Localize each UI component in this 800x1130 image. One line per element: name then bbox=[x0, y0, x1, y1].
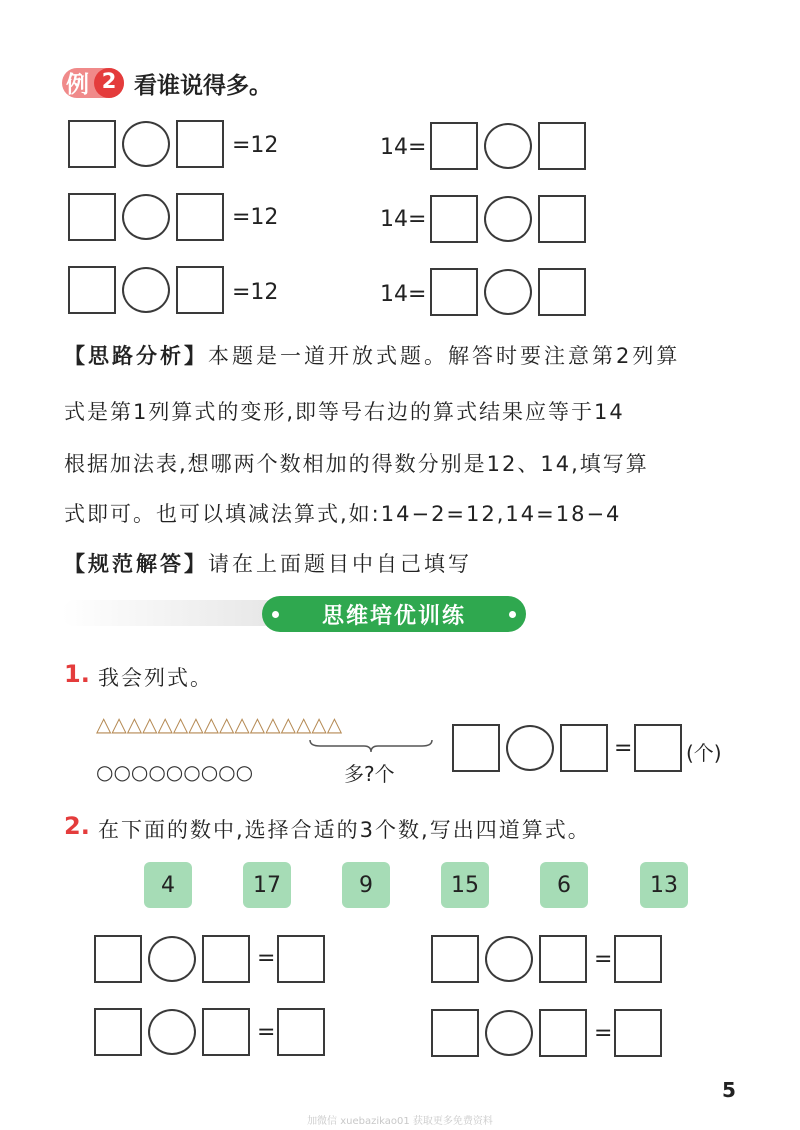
equation-lhs: 14= bbox=[380, 207, 427, 232]
equation-result: =12 bbox=[232, 133, 279, 158]
answer-box[interactable] bbox=[94, 935, 142, 983]
number-tile-value: 4 bbox=[161, 872, 175, 898]
answer-box[interactable] bbox=[538, 195, 586, 243]
operator-circle[interactable] bbox=[122, 121, 170, 167]
answer-box[interactable] bbox=[68, 266, 116, 314]
analysis-label: 【思路分析】 bbox=[64, 344, 208, 368]
equals-sign: = bbox=[257, 946, 276, 971]
answer-box[interactable] bbox=[68, 120, 116, 168]
brace bbox=[308, 738, 434, 754]
operator-circle[interactable] bbox=[122, 194, 170, 240]
section-banner-fade bbox=[62, 600, 282, 626]
banner-dot-left bbox=[272, 611, 279, 618]
answer-box[interactable] bbox=[538, 268, 586, 316]
example-badge-number: 2 bbox=[101, 69, 117, 93]
analysis-line-4 bbox=[64, 498, 621, 528]
answer-box[interactable] bbox=[430, 195, 478, 243]
answer-box[interactable] bbox=[431, 1009, 479, 1057]
question-2-text: 在下面的数中,选择合适的3个数,写出四道算式。 bbox=[98, 818, 591, 842]
number-tile-value: 17 bbox=[253, 872, 281, 898]
equals-sign: = bbox=[257, 1020, 276, 1045]
analysis-line-3 bbox=[64, 448, 649, 478]
answer-box[interactable] bbox=[430, 122, 478, 170]
answer-box[interactable] bbox=[539, 1009, 587, 1057]
answer-box[interactable] bbox=[94, 1008, 142, 1056]
equation-result: =12 bbox=[232, 280, 279, 305]
answer-box[interactable] bbox=[277, 1008, 325, 1056]
question-1-number: 1. bbox=[64, 660, 90, 688]
analysis-text: 式是第1列算式的变形,即等号右边的算式结果应等于14 bbox=[64, 400, 625, 424]
equation-result: =12 bbox=[232, 205, 279, 230]
answer-box[interactable] bbox=[452, 724, 500, 772]
standard-answer-line bbox=[64, 548, 472, 578]
answer-box[interactable] bbox=[68, 193, 116, 241]
analysis-text: 本题是一道开放式题。解答时要注意第2列算 bbox=[208, 344, 681, 368]
operator-circle[interactable] bbox=[122, 267, 170, 313]
answer-box[interactable] bbox=[176, 193, 224, 241]
triangle-row: △△△△△△△△△△△△△△△△ bbox=[96, 712, 343, 736]
equals-sign: = bbox=[594, 1021, 613, 1046]
number-tile[interactable] bbox=[540, 862, 588, 908]
equation-lhs: 14= bbox=[380, 135, 427, 160]
analysis-text: 根据加法表,想哪两个数相加的得数分别是12、14,填写算 bbox=[64, 452, 649, 476]
answer-box[interactable] bbox=[539, 935, 587, 983]
footer-watermark: 加微信 xuebazikao01 获取更多免费资料 bbox=[307, 1116, 493, 1127]
operator-circle[interactable] bbox=[148, 936, 196, 982]
number-tile[interactable] bbox=[342, 862, 390, 908]
example-badge-char: 例 bbox=[66, 72, 89, 98]
number-tile[interactable] bbox=[441, 862, 489, 908]
section-banner bbox=[262, 596, 526, 632]
page-number: 5 bbox=[722, 1078, 736, 1102]
analysis-line-2 bbox=[64, 396, 625, 426]
operator-circle[interactable] bbox=[506, 725, 554, 771]
number-tile-value: 13 bbox=[650, 872, 678, 898]
banner-dot-right bbox=[509, 611, 516, 618]
example-title: 看谁说得多。 bbox=[134, 73, 272, 99]
operator-circle[interactable] bbox=[485, 936, 533, 982]
answer-label: 【规范解答】 bbox=[64, 552, 208, 576]
section-title: 思维培优训练 bbox=[321, 603, 466, 629]
answer-box[interactable] bbox=[430, 268, 478, 316]
answer-box[interactable] bbox=[202, 1008, 250, 1056]
answer-box[interactable] bbox=[538, 122, 586, 170]
answer-box[interactable] bbox=[277, 935, 325, 983]
number-tile-value: 6 bbox=[557, 872, 571, 898]
operator-circle[interactable] bbox=[484, 123, 532, 169]
equation-lhs: 14= bbox=[380, 282, 427, 307]
answer-box[interactable] bbox=[614, 1009, 662, 1057]
answer-box[interactable] bbox=[176, 120, 224, 168]
operator-circle[interactable] bbox=[148, 1009, 196, 1055]
answer-text: 请在上面题目中自己填写 bbox=[208, 552, 472, 576]
equals-sign: = bbox=[614, 736, 633, 761]
number-tile[interactable] bbox=[144, 862, 192, 908]
answer-box[interactable] bbox=[634, 724, 682, 772]
unit-label: (个) bbox=[686, 741, 722, 765]
analysis-line-1 bbox=[64, 340, 680, 370]
number-tile-value: 15 bbox=[451, 872, 479, 898]
answer-box[interactable] bbox=[614, 935, 662, 983]
answer-box[interactable] bbox=[176, 266, 224, 314]
answer-box[interactable] bbox=[202, 935, 250, 983]
analysis-text: 式即可。也可以填减法算式,如:14−2=12,14=18−4 bbox=[64, 502, 622, 526]
more-label: 多?个 bbox=[344, 762, 395, 786]
operator-circle[interactable] bbox=[484, 196, 532, 242]
number-tile[interactable] bbox=[243, 862, 291, 908]
number-tile-value: 9 bbox=[359, 872, 373, 898]
equals-sign: = bbox=[594, 947, 613, 972]
question-2-number: 2. bbox=[64, 812, 90, 840]
number-tile[interactable] bbox=[640, 862, 688, 908]
circle-row: ○○○○○○○○○ bbox=[96, 760, 254, 784]
answer-box[interactable] bbox=[431, 935, 479, 983]
operator-circle[interactable] bbox=[484, 269, 532, 315]
operator-circle[interactable] bbox=[485, 1010, 533, 1056]
question-1-text: 我会列式。 bbox=[98, 666, 213, 690]
answer-box[interactable] bbox=[560, 724, 608, 772]
